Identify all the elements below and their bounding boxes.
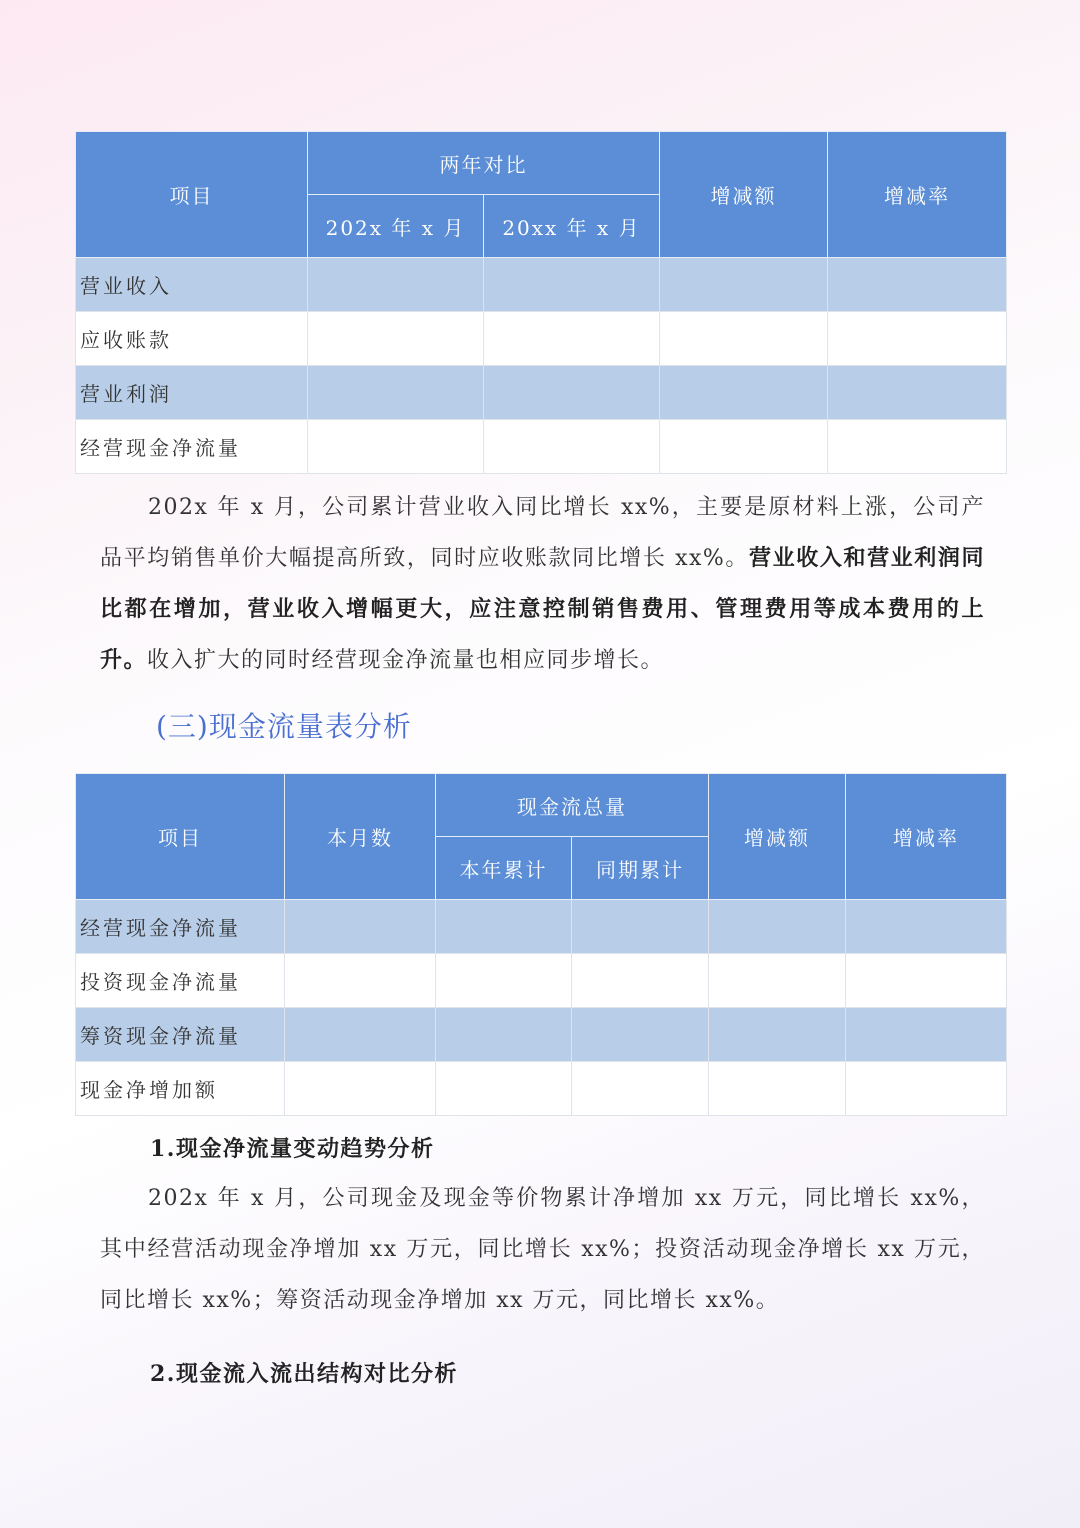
col-header-change: 增减额 [660,132,828,258]
col-header-rate: 增减率 [846,774,1007,900]
table-row [76,1008,1007,1062]
col-header-rate: 增减率 [828,132,1007,258]
row-label: 投资现金净流量 [76,954,285,1008]
table-row [76,312,1007,366]
col-header-ytd: 本年累计 [436,837,572,900]
table-row [76,366,1007,420]
paragraph-text: 202x 年 x 月，公司累计营业收入同比增长 xx%，主要是原材料上涨，公司产品平均销售单价大幅提高所致，同时应收账款同比增长 xx%。 [100,495,985,571]
col-header-year-a: 202x 年 x 月 [308,195,484,258]
table-row [76,900,1007,954]
row-label: 营业利润 [76,366,308,420]
paragraph-text: 收入扩大的同时经营现金净流量也相应同步增长。 [147,648,665,673]
col-header-month: 本月数 [285,774,436,900]
col-header-item: 项目 [76,774,285,900]
section-title: (三)现金流量表分析 [156,710,412,743]
col-header-compare: 两年对比 [308,132,660,195]
table-row [76,954,1007,1008]
col-header-item: 项目 [76,132,308,258]
cashflow-table [75,773,1007,1116]
table-row [76,258,1007,312]
analysis-paragraph-1 [100,482,985,686]
row-label: 营业收入 [76,258,308,312]
row-label: 经营现金净流量 [76,900,285,954]
analysis-paragraph-2 [100,1173,985,1326]
subheading-structure: 2.现金流入流出结构对比分析 [150,1361,458,1387]
row-label: 应收账款 [76,312,308,366]
subheading-trend: 1.现金净流量变动趋势分析 [150,1136,435,1162]
table-row [76,1062,1007,1116]
col-header-change: 增减额 [709,774,846,900]
col-header-total: 现金流总量 [436,774,709,837]
table-row [76,420,1007,474]
paragraph-bold-text: 营业收入和营业利润同比都在增加，营业收入增幅更大，应注意控制销售费用、管理费用等成本费用的上升。 [100,545,985,673]
row-label: 经营现金净流量 [76,420,308,474]
row-label: 现金净增加额 [76,1062,285,1116]
revenue-comparison-table [75,131,1007,474]
col-header-prev: 同期累计 [572,837,709,900]
paragraph-text: 202x 年 x 月，公司现金及现金等价物累计净增加 xx 万元，同比增长 xx%，其中经营活动现金净增加 xx 万元，同比增长 xx%；投资活动现金净增长 xx 万元，同比增长 xx%；筹资活动现金净增加 xx 万元，同比增长 xx%。 [100,1186,985,1313]
row-label: 筹资现金净流量 [76,1008,285,1062]
col-header-year-b: 20xx 年 x 月 [484,195,660,258]
